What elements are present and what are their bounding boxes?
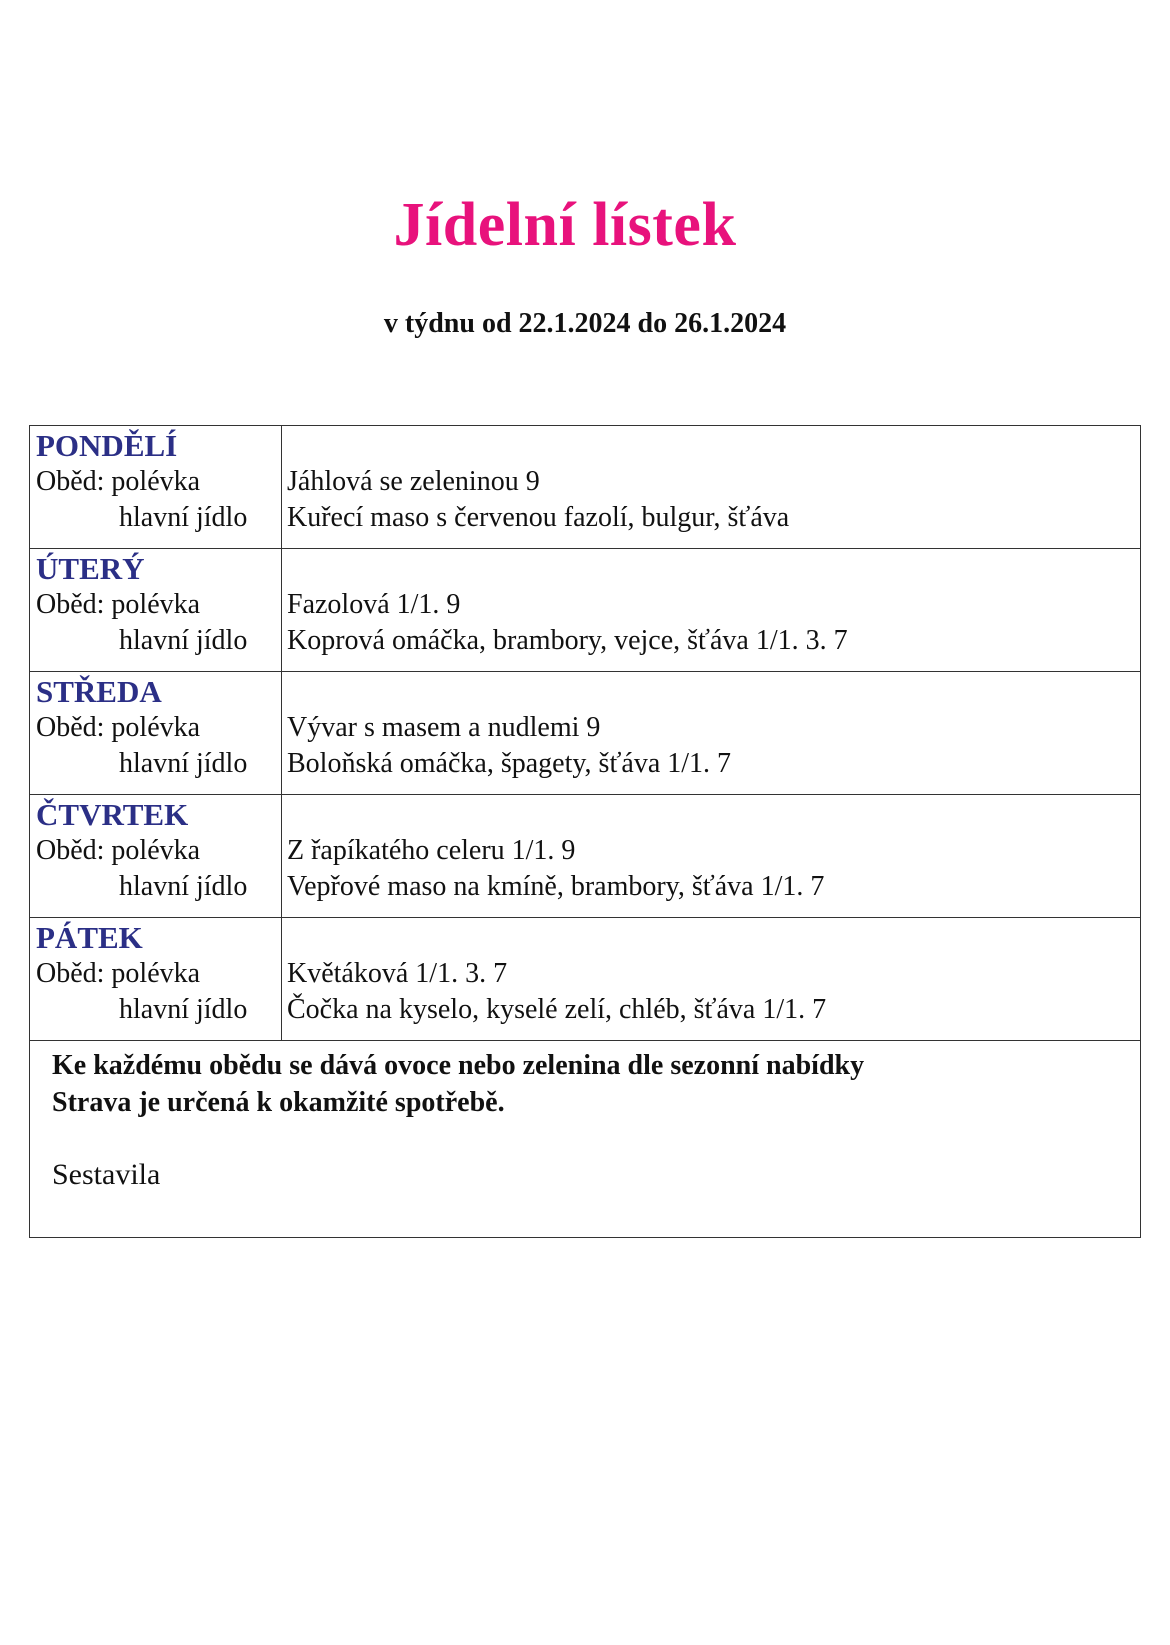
soup-dish: Fazolová 1/1. 9 <box>287 589 461 620</box>
main-course-label: hlavní jídlo <box>119 502 248 533</box>
main-dish: Čočka na kyselo, kyselé zelí, chléb, šťáva 1/1. 7 <box>287 994 827 1025</box>
day-label-cell <box>30 918 282 1041</box>
day-name: PONDĚLÍ <box>36 428 178 463</box>
day-label-cell <box>30 549 282 672</box>
main-dish: Vepřové maso na kmíně, brambory, šťáva 1/1. 7 <box>287 871 825 902</box>
main-dish: Boloňská omáčka, špagety, šťáva 1/1. 7 <box>287 748 732 779</box>
soup-dish: Květáková 1/1. 3. 7 <box>287 958 508 989</box>
week-range: v týdnu od 22.1.2024 do 26.1.2024 <box>383 308 787 339</box>
consumption-note: Strava je určená k okamžité spotřebě. <box>52 1087 505 1118</box>
main-dish: Koprová omáčka, brambory, vejce, šťáva 1/1. 3. 7 <box>287 625 848 656</box>
main-course-label: hlavní jídlo <box>119 994 248 1025</box>
page-title: Jídelní lístek <box>393 191 737 259</box>
fruit-note: Ke každému obědu se dává ovoce nebo zelenina dle sezonní nabídky <box>52 1050 865 1081</box>
footer-row <box>30 1041 1141 1238</box>
day-label-cell <box>30 426 282 549</box>
main-dish: Kuřecí maso s červenou fazolí, bulgur, šťáva <box>287 502 790 533</box>
day-name: PÁTEK <box>36 920 143 955</box>
soup-label: Oběd: polévka <box>36 958 201 989</box>
day-row-friday <box>30 918 1141 1041</box>
soup-label: Oběd: polévka <box>36 466 201 497</box>
soup-label: Oběd: polévka <box>36 589 201 620</box>
soup-dish: Z řapíkatého celeru 1/1. 9 <box>287 835 576 866</box>
day-label-cell <box>30 795 282 918</box>
dishes-cell <box>282 672 1141 795</box>
dishes-cell <box>282 549 1141 672</box>
day-label-cell <box>30 672 282 795</box>
dishes-cell <box>282 426 1141 549</box>
day-name: ÚTERÝ <box>36 551 145 586</box>
soup-dish: Jáhlová se zeleninou 9 <box>287 466 540 497</box>
main-course-label: hlavní jídlo <box>119 748 248 779</box>
day-name: STŘEDA <box>36 674 162 709</box>
soup-label: Oběd: polévka <box>36 835 201 866</box>
day-row-thursday <box>30 795 1141 918</box>
main-course-label: hlavní jídlo <box>119 625 248 656</box>
day-row-monday <box>30 426 1141 549</box>
day-row-tuesday <box>30 549 1141 672</box>
dishes-cell <box>282 795 1141 918</box>
main-course-label: hlavní jídlo <box>119 871 248 902</box>
footer-cell <box>30 1041 1141 1238</box>
signature-label: Sestavila <box>52 1158 161 1191</box>
soup-dish: Vývar s masem a nudlemi 9 <box>287 712 601 743</box>
menu-table <box>29 425 1141 1238</box>
day-row-wednesday <box>30 672 1141 795</box>
dishes-cell <box>282 918 1141 1041</box>
day-name: ČTVRTEK <box>36 797 189 832</box>
soup-label: Oběd: polévka <box>36 712 201 743</box>
